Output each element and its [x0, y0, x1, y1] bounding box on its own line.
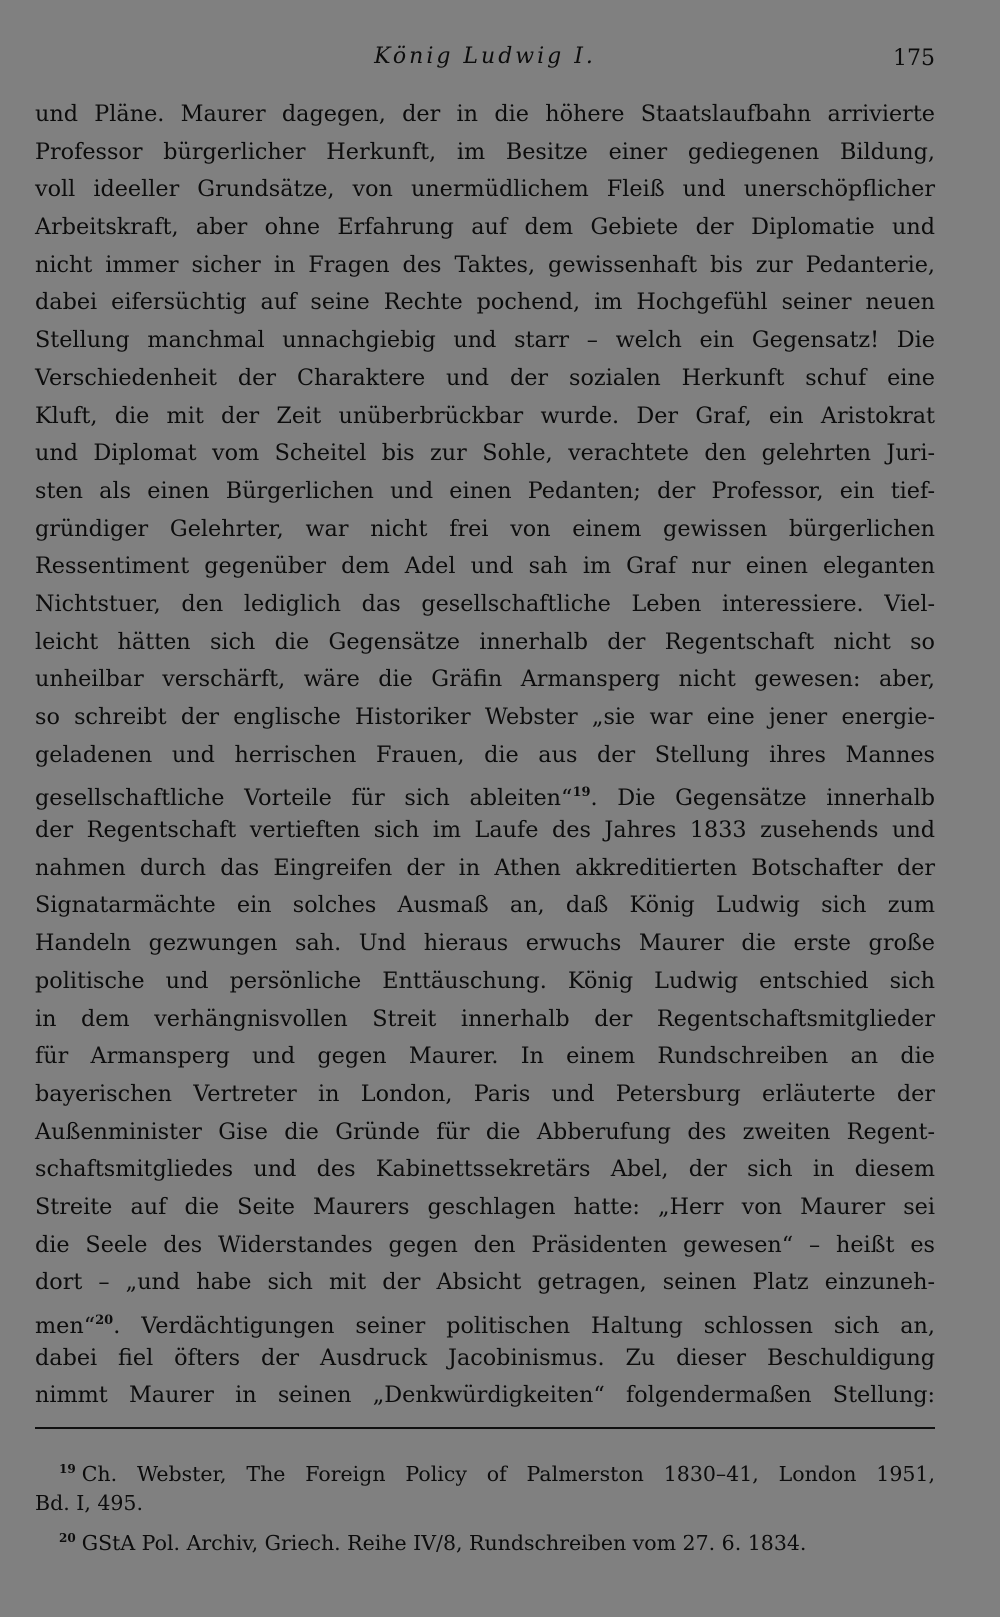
- text-line-with-footnote-ref: [35, 1302, 935, 1340]
- footnote-ref-20[interactable]: 20: [95, 1313, 114, 1328]
- text-line: voll ideeller Grundsätze, von unermüdlichem Fleiß und unerschöpflicher: [35, 176, 935, 203]
- footnote-text: GStA Pol. Archiv, Griech. Reihe IV/8, Rundschreiben vom 27. 6. 1834.: [81, 1531, 807, 1556]
- text-line: dabei eifersüchtig auf seine Rechte pochend, im Hochgefühl seiner neuen: [35, 289, 935, 316]
- text-line: und Pläne. Maurer dagegen, der in die höhere Staatslaufbahn arrivierte: [35, 101, 935, 127]
- text-line: sten als einen Bürgerlichen und einen Pedanten; der Professor, ein tief-: [35, 477, 935, 504]
- text-line: nicht immer sicher in Fragen des Taktes, gewissenhaft bis zur Pedanterie,: [35, 251, 935, 278]
- text-line: die Seele des Widerstandes gegen den Präsidenten gewesen“ – heißt es: [35, 1231, 935, 1258]
- footnote-number: 20: [59, 1531, 76, 1546]
- page-number: 175: [893, 46, 935, 71]
- footnote-number: 19: [59, 1462, 76, 1477]
- text-line: Außenminister Gise die Gründe für die Abberufung des zweiten Regent-: [35, 1118, 935, 1145]
- running-header: [35, 40, 935, 84]
- text-line: geladenen und herrischen Frauen, die aus der Stellung ihres Mannes: [35, 741, 935, 768]
- running-title: König Ludwig I.: [374, 44, 596, 69]
- text-line: politische und persönliche Enttäuschung. König Ludwig entschied sich: [35, 967, 935, 994]
- text-line: Stellung manchmal unnachgiebig und starr – welch ein Gegensatz! Die: [35, 327, 935, 354]
- book-page: [35, 40, 935, 1558]
- text-line-with-footnote-ref: [35, 774, 935, 812]
- text-line: bayerischen Vertreter in London, Paris und Petersburg erläuterte der: [35, 1080, 935, 1107]
- text-segment: gesellschaftliche Vorteile für sich ableiten“: [35, 785, 573, 812]
- text-line: so schreibt der englische Historiker Webster „sie war eine jener energie-: [35, 704, 935, 730]
- text-line: leicht hätten sich die Gegensätze innerhalb der Regentschaft nicht so: [35, 628, 935, 655]
- text-line: schaftsmitgliedes und des Kabinettssekretärs Abel, der sich in diesem: [35, 1156, 935, 1183]
- text-line: Ressentiment gegenüber dem Adel und sah im Graf nur einen eleganten: [35, 553, 935, 580]
- text-line: Handeln gezwungen sah. Und hieraus erwuchs Maurer die erste große: [35, 930, 935, 957]
- text-line: in dem verhängnisvollen Streit innerhalb der Regentschaftsmitglieder: [35, 1005, 935, 1032]
- text-line: der Regentschaft vertieften sich im Laufe des Jahres 1833 zusehends und: [35, 817, 935, 844]
- text-segment: . Verdächtigungen seiner politischen Haltung schlossen sich an,: [113, 1313, 935, 1339]
- text-line: Signatarmächte ein solches Ausmaß an, daß König Ludwig sich zum: [35, 892, 935, 919]
- text-line: und Diplomat vom Scheitel bis zur Sohle, verachtete den gelehrten Juri-: [35, 440, 935, 467]
- footnote-20: [35, 1524, 935, 1558]
- footnotes: [35, 1455, 935, 1558]
- text-line: nimmt Maurer in seinen „Denkwürdigkeiten“ folgendermaßen Stellung:: [35, 1382, 935, 1409]
- footnote-text: Bd. I, 495.: [35, 1491, 143, 1516]
- text-segment: men“: [35, 1313, 96, 1339]
- text-line: gründiger Gelehrter, war nicht frei von einem gewissen bürgerlichen: [35, 515, 935, 542]
- text-line: dabei fiel öfters der Ausdruck Jacobinismus. Zu dieser Beschuldigung: [35, 1344, 935, 1371]
- text-line: nahmen durch das Eingreifen der in Athen akkreditierten Botschafter der: [35, 854, 935, 881]
- text-line: für Armansperg und gegen Maurer. In einem Rundschreiben an die: [35, 1043, 935, 1070]
- footnote-separator: [35, 1427, 935, 1429]
- text-line: Verschiedenheit der Charaktere und der sozialen Herkunft schuf eine: [35, 364, 935, 391]
- footnote-ref-19[interactable]: 19: [572, 785, 591, 801]
- body-text: [35, 96, 935, 1415]
- text-line: unheilbar verschärft, wäre die Gräfin Armansperg nicht gewesen: aber,: [35, 666, 935, 693]
- footnote-text: Ch. Webster, The Foreign Policy of Palmerston 1830–41, London 1951,: [81, 1462, 935, 1487]
- text-line: Arbeitskraft, aber ohne Erfahrung auf dem Gebiete der Diplomatie und: [35, 214, 935, 241]
- text-segment: . Die Gegensätze innerhalb: [590, 785, 935, 812]
- footnote-19: [35, 1455, 935, 1518]
- text-line: Streite auf die Seite Maurers geschlagen hatte: „Herr von Maurer sei: [35, 1193, 935, 1220]
- text-line: dort – „und habe sich mit der Absicht getragen, seinen Platz einzuneh-: [35, 1269, 935, 1296]
- text-line: Kluft, die mit der Zeit unüberbrückbar wurde. Der Graf, ein Aristokrat: [35, 402, 935, 429]
- text-line: Nichtstuer, den lediglich das gesellschaftliche Leben interessiere. Viel-: [35, 590, 935, 617]
- text-line: Professor bürgerlicher Herkunft, im Besitze einer gediegenen Bildung,: [35, 138, 935, 165]
